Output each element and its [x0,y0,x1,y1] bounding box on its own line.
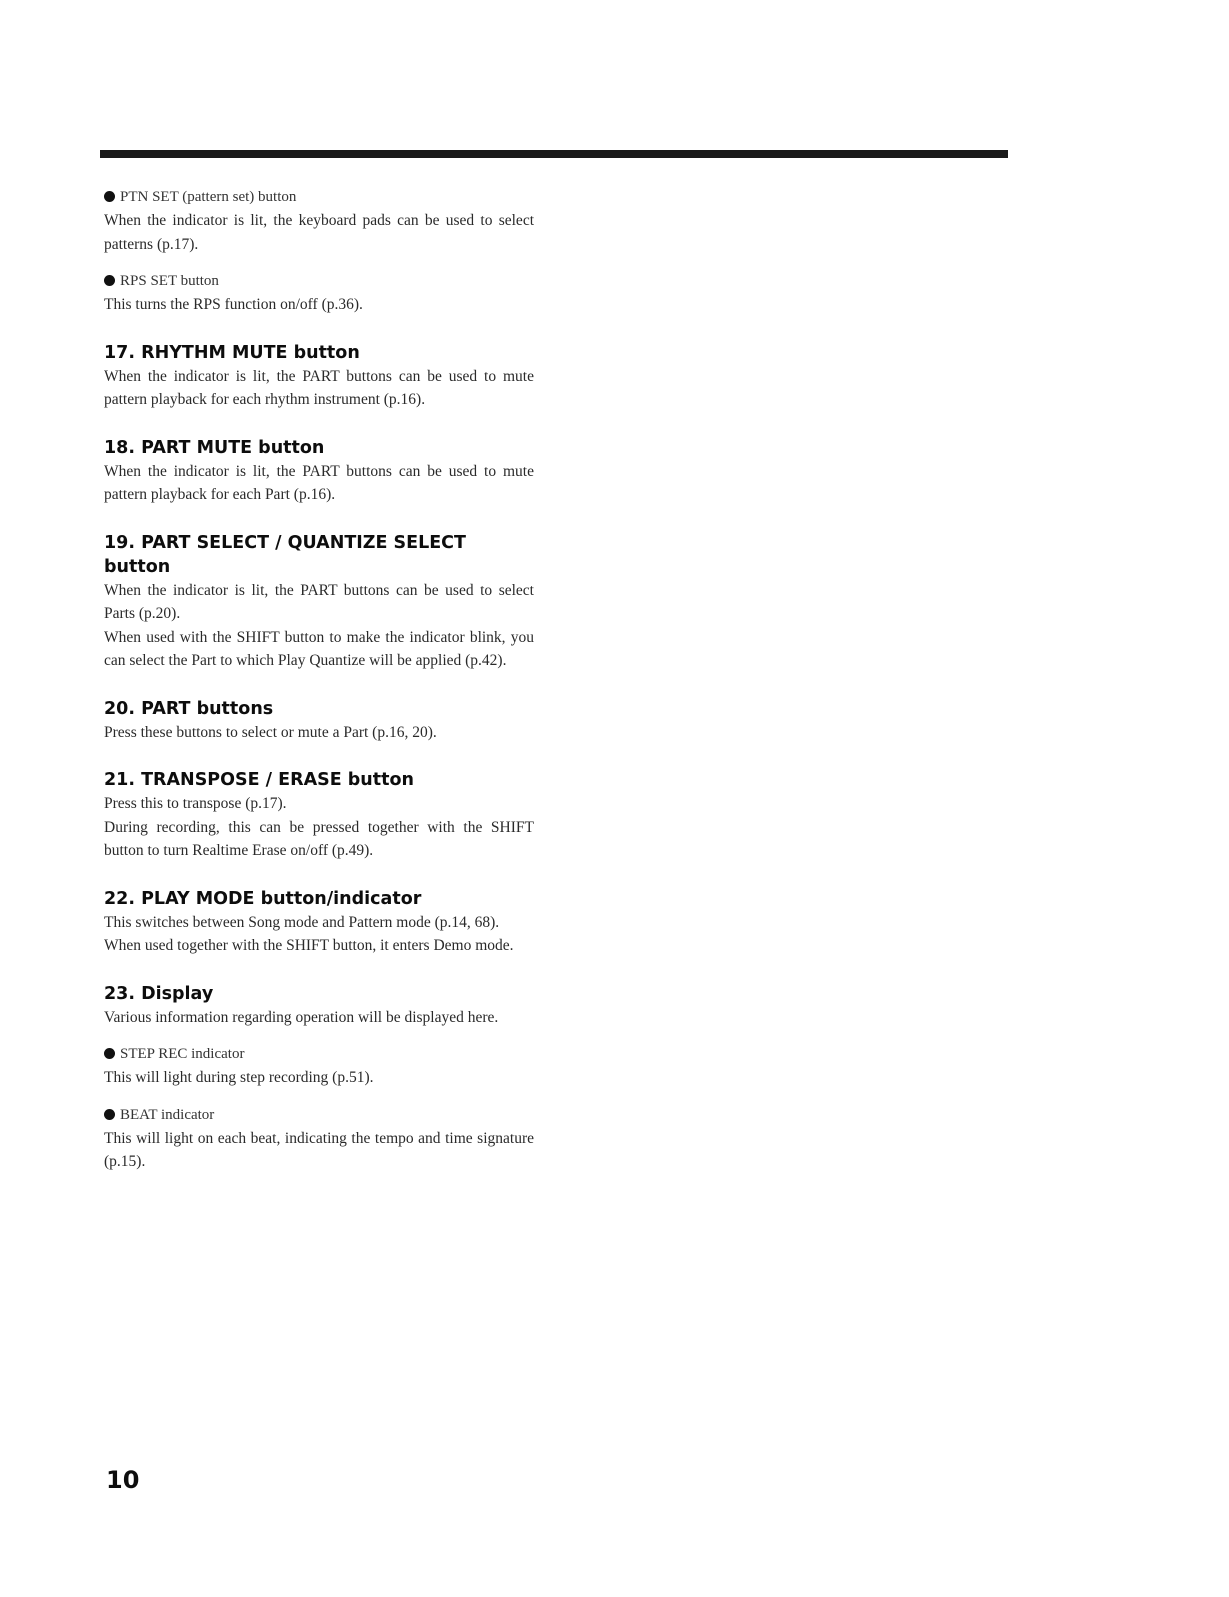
section-19-heading: 19. PART SELECT / QUANTIZE SELECT button [104,532,466,577]
bullet-icon [104,1048,115,1059]
bullet-icon [104,1109,115,1120]
bullet-icon [104,275,115,286]
section-17-text: When the indicator is lit, the PART buttons can be used to mute pattern playback for each rhythm instrument (p.16). [104,367,534,408]
section-22-text-1: This switches between Song mode and Pattern mode (p.14, 68). [104,913,500,931]
section-23-heading: 23. Display [104,983,214,1004]
section-20-heading: 20. PART buttons [104,698,274,719]
section-18-heading: 18. PART MUTE button [104,437,325,458]
step-rec-label: STEP REC indicator [120,1046,245,1062]
section-20-text: Press these buttons to select or mute a Part (p.16, 20). [104,723,437,741]
section-19 [104,531,534,673]
section-21-heading: 21. TRANSPOSE / ERASE button [104,770,414,790]
section-21-text-2: During recording, this can be pressed together with the SHIFT button to turn Realtime Erase on/off (p.49). [104,818,534,859]
section-22-text-2: When used together with the SHIFT button, it enters Demo mode. [104,937,514,954]
section-19-text-1: When the indicator is lit, the PART buttons can be used to select Parts (p.20). [104,581,534,622]
section-21-text-1: Press this to transpose (p.17). [104,795,287,812]
step-rec-entry [104,1043,534,1090]
section-19-text-2: When used with the SHIFT button to make the indicator blink, you can select the Part to which Play Quantize will be applied (p.42). [104,628,534,669]
content-column [104,186,534,1174]
beat-label: BEAT indicator [120,1106,215,1123]
beat-entry [104,1104,534,1174]
ptn-set-label: PTN SET (pattern set) button [120,189,297,205]
header-rule [100,150,1008,158]
page-number: 10 [106,1466,140,1494]
section-22 [104,887,534,958]
ptn-set-description: When the indicator is lit, the keyboard pads can be used to select patterns (p.17). [104,212,534,253]
section-23 [104,982,534,1030]
section-18 [104,436,534,507]
ptn-set-entry [104,186,534,256]
step-rec-description: This will light during step recording (p.51). [104,1069,374,1086]
section-20 [104,697,534,745]
section-22-heading: 22. PLAY MODE button/indicator [104,888,422,909]
rps-set-description: This turns the RPS function on/off (p.36). [104,296,363,313]
section-17 [104,341,534,412]
bullet-icon [104,191,115,202]
beat-description: This will light on each beat, indicating the tempo and time signature (p.15). [104,1129,534,1170]
section-21 [104,768,534,863]
rps-set-label: RPS SET button [120,273,219,289]
section-18-text: When the indicator is lit, the PART buttons can be used to mute pattern playback for each Part (p.16). [104,462,534,503]
rps-set-entry [104,270,534,317]
section-17-heading: 17. RHYTHM MUTE button [104,342,360,363]
section-23-text: Various information regarding operation will be displayed here. [104,1008,499,1026]
